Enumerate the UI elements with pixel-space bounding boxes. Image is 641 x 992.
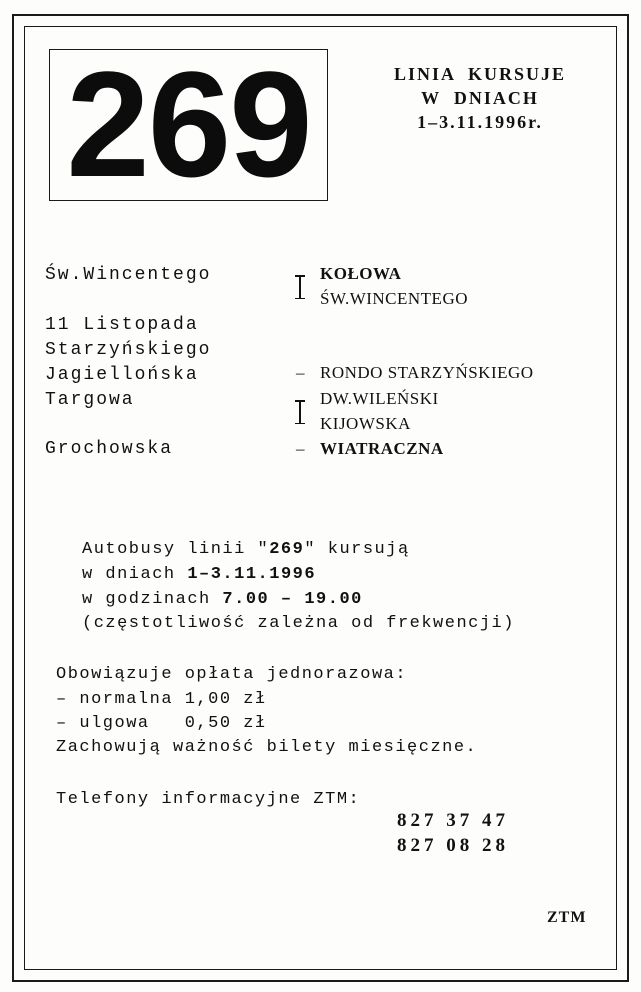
street-sw-wincentego: Św.Wincentego [45, 265, 212, 285]
street-11-listopada: 11 Listopada [45, 315, 199, 335]
schedule-line-1-post: " kursują [304, 540, 410, 559]
schedule-hours-value: 7.00 – 19.00 [222, 590, 363, 609]
schedule-hours-label: w godzinach [82, 590, 223, 609]
ztm-signature: ZTM [547, 909, 587, 926]
schedule-line-number: 269 [269, 540, 305, 559]
schedule-line-3 [82, 590, 363, 609]
operating-days-note [380, 62, 580, 134]
stop-wiatraczna: WIATRACZNA [320, 439, 444, 458]
fares-monthly-note: Zachowują ważność bilety miesięczne. [56, 738, 478, 757]
street-grochowska: Grochowska [45, 439, 174, 459]
note-line-3: 1–3.11.1996r. [417, 112, 543, 132]
stop-sw-wincentego: ŚW.WINCENTEGO [320, 289, 468, 308]
stop-kijowska: KIJOWSKA [320, 414, 411, 433]
fares-title: Obowiązuje opłata jednorazowa: [56, 665, 408, 684]
street-jagiellonska: Jagiellońska [45, 365, 199, 385]
schedule-frequency-note: (częstotliwość zależna od frekwencji) [82, 614, 515, 633]
schedule-line-2 [82, 565, 316, 584]
phone-number-2: 827 08 28 [397, 835, 509, 856]
phones-label: Telefony informacyjne ZTM: [56, 790, 361, 809]
street-targowa: Targowa [45, 390, 135, 410]
stop-dash-2: – [296, 439, 305, 458]
schedule-days-value: 1–3.11.1996 [187, 565, 317, 584]
line-number: 269 [66, 40, 311, 208]
schedule-days-label: w dniach [82, 565, 188, 584]
stop-dash-1: – [296, 363, 305, 382]
fare-reduced: – ulgowa 0,50 zł [56, 714, 267, 733]
stop-kolowa: KOŁOWA [320, 264, 402, 283]
stop-dw-wilenski: DW.WILEŃSKI [320, 389, 439, 408]
schedule-line-1 [82, 540, 410, 559]
note-line-2: W DNIACH [421, 88, 539, 108]
note-line-1: LINIA KURSUJE [393, 64, 567, 84]
stop-pair-bracket-1 [295, 275, 305, 299]
phone-number-1: 827 37 47 [397, 810, 509, 831]
street-starzynskiego: Starzyńskiego [45, 340, 212, 360]
fare-normal: – normalna 1,00 zł [56, 690, 267, 709]
schedule-line-1-pre: Autobusy linii " [82, 540, 270, 559]
stop-rondo-starzynskiego: RONDO STARZYŃSKIEGO [320, 363, 534, 382]
stop-pair-bracket-2 [295, 400, 305, 424]
